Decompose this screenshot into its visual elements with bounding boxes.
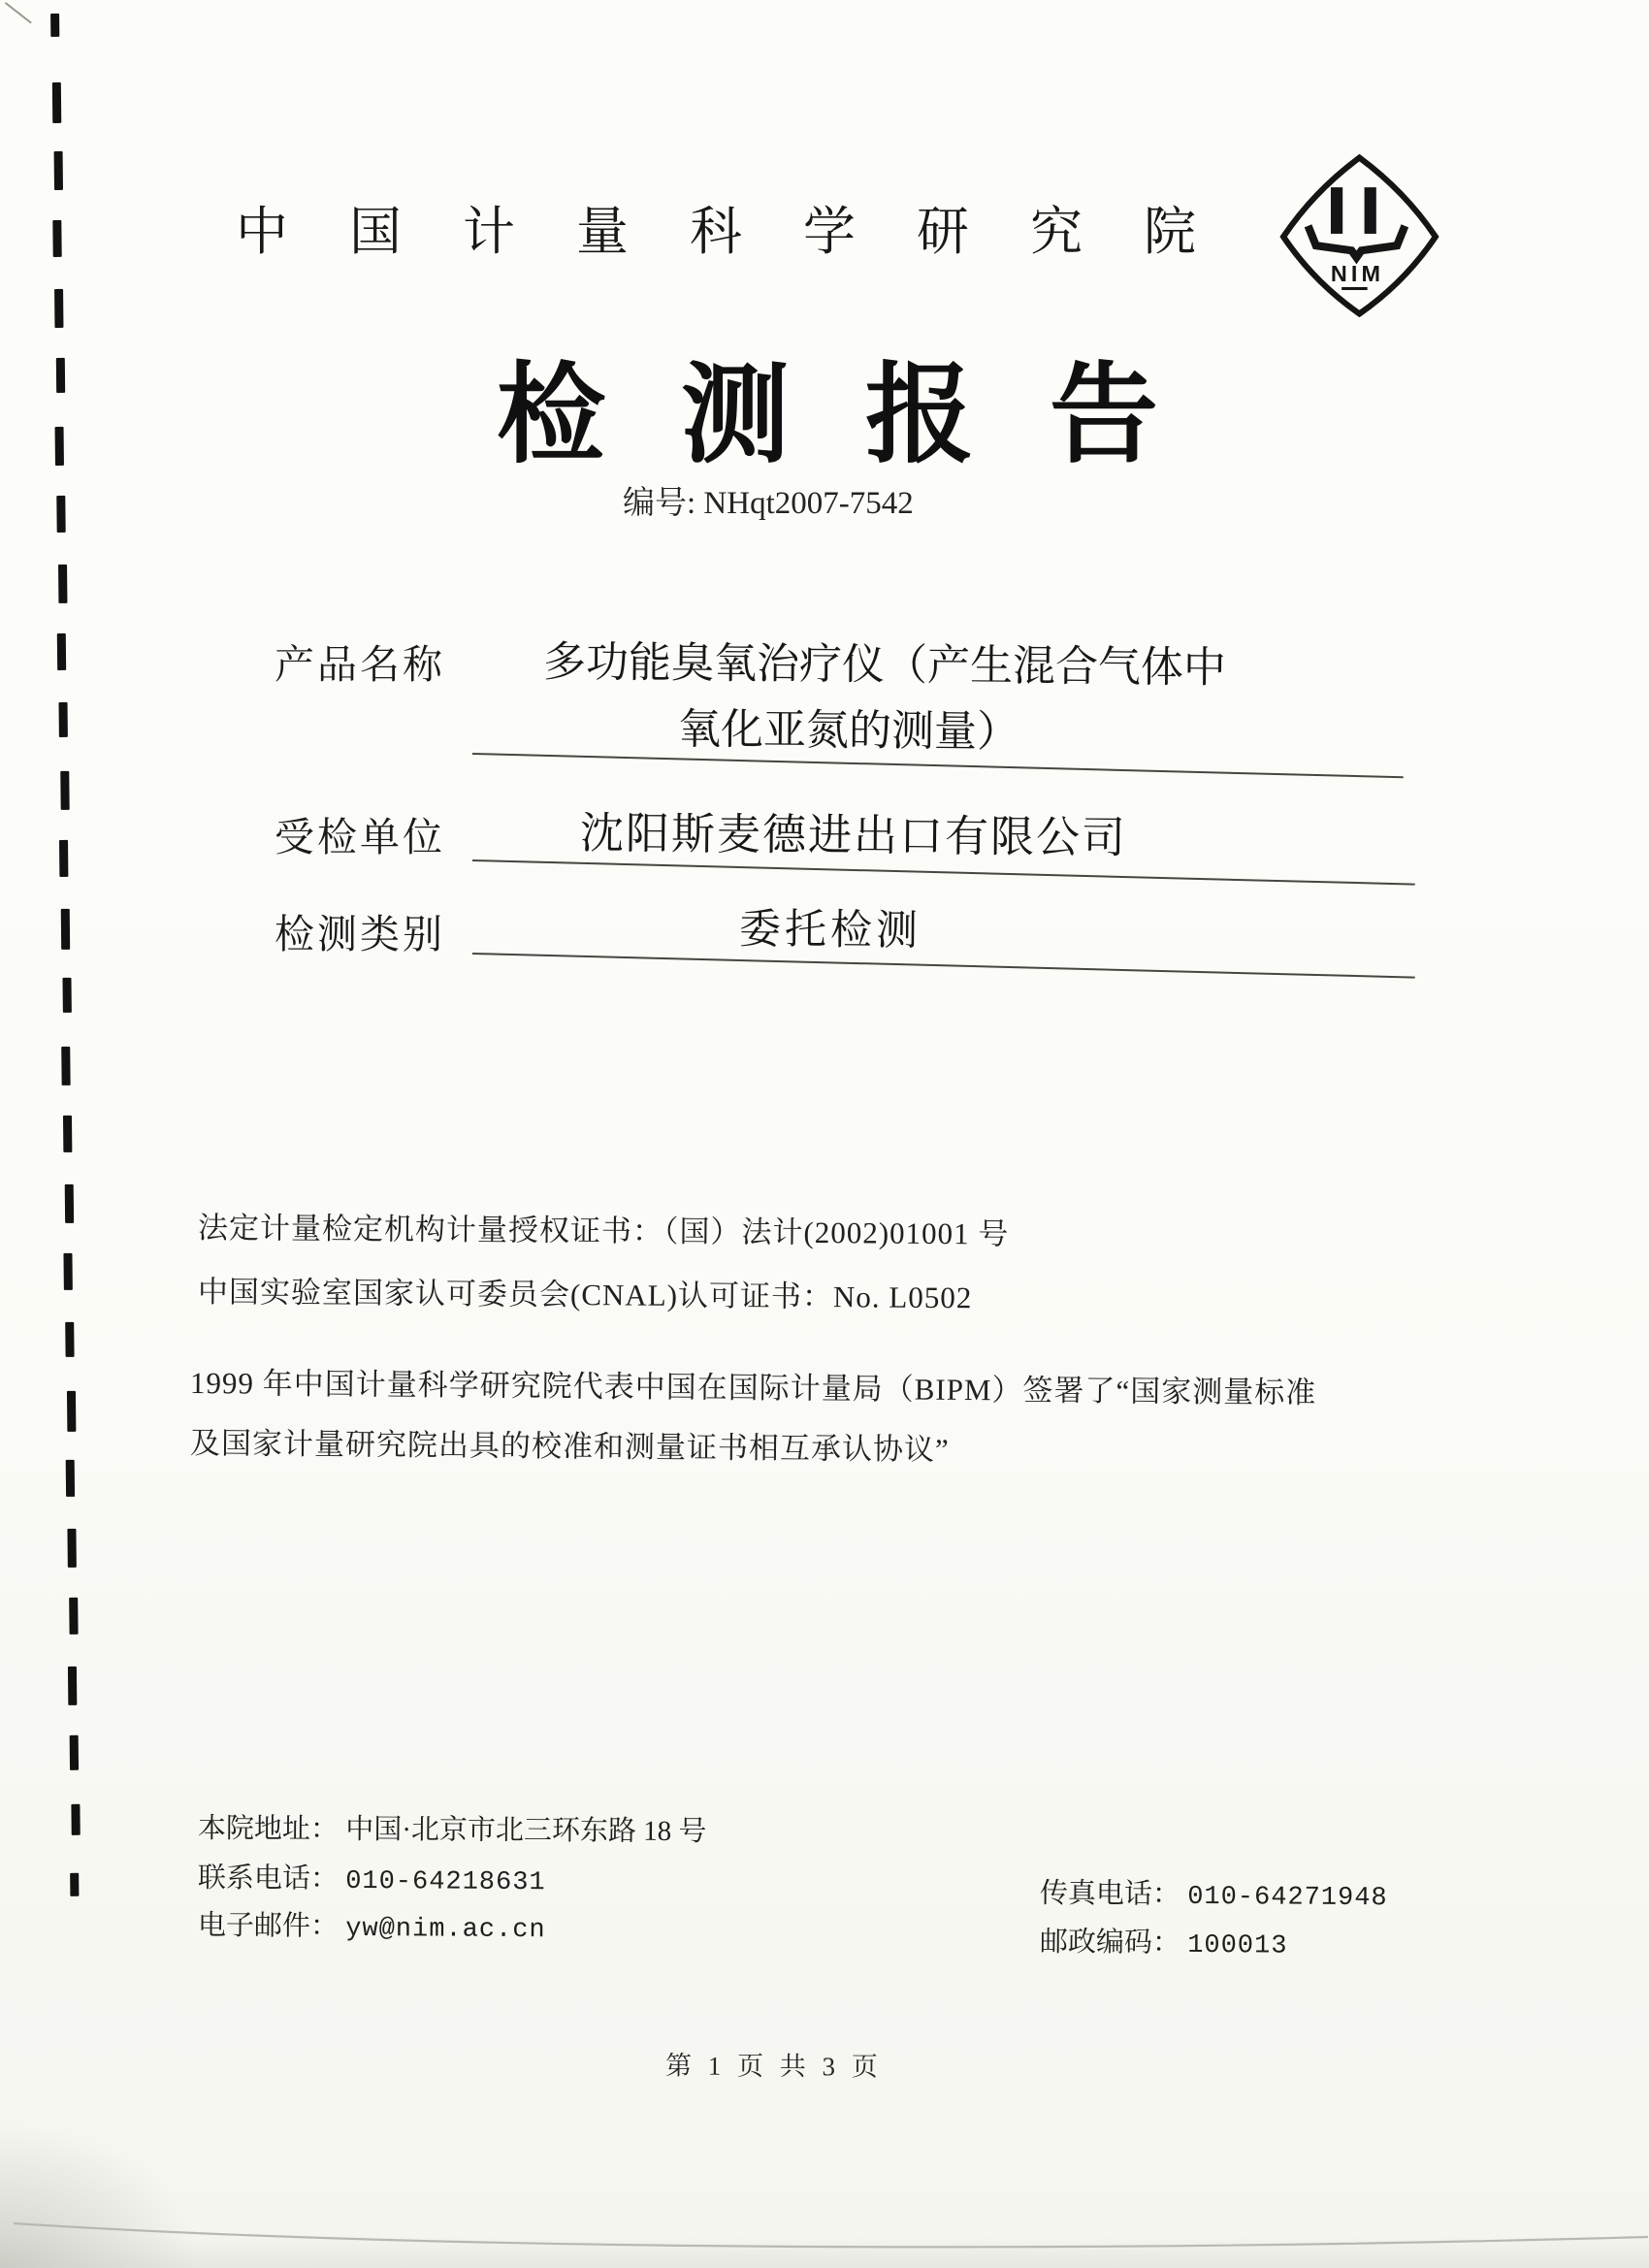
binding-dash <box>66 1460 75 1497</box>
bipm-agreement-line-1: 1999 年中国计量科学研究院代表中国在国际计量局（BIPM）签署了“国家测量标准 <box>189 1366 1317 1410</box>
phone-label: 联系电话： <box>197 1863 340 1895</box>
fax-label: 传真电话： <box>1039 1878 1181 1910</box>
binding-dash <box>70 1873 79 1896</box>
field-value-product-line2: 氧化亚氮的测量） <box>677 705 1020 757</box>
binding-dash <box>59 840 68 877</box>
phone-value: 010-64218631 <box>345 1866 546 1898</box>
binding-dash <box>54 151 63 190</box>
binding-dash <box>56 358 65 393</box>
page-number-footer: 第 1 页 共 3 页 <box>664 2051 883 2082</box>
binding-dash <box>54 289 63 328</box>
nim-logo-icon <box>1278 151 1441 320</box>
binding-dash <box>59 702 68 737</box>
binding-dash <box>63 1253 72 1290</box>
binding-dash <box>58 565 67 603</box>
binding-dash <box>71 1804 80 1835</box>
field-value-product-line1: 多功能臭氧治疗仪（产生混合气体中 <box>542 638 1227 693</box>
field-label-category: 检测类别 <box>275 912 445 956</box>
binding-dash <box>60 771 69 810</box>
address-value: 中国·北京市北三环东路 18 号 <box>345 1813 707 1848</box>
field-value-category: 委托检测 <box>738 907 922 955</box>
fax-value: 010-64271948 <box>1187 1882 1388 1914</box>
binding-dash <box>68 1667 77 1705</box>
contact-email-line <box>198 1903 546 1945</box>
binding-dash <box>67 1391 76 1432</box>
binding-dash <box>65 1184 74 1223</box>
report-number-line <box>623 477 914 523</box>
page-edge-curve <box>0 2210 1649 2268</box>
binding-dash <box>52 82 61 123</box>
contact-postcode-line <box>1040 1920 1288 1961</box>
binding-dash <box>65 1322 74 1357</box>
nim-logo-text: NIM <box>1330 260 1385 286</box>
contact-fax-line <box>1040 1871 1388 1913</box>
binding-dash <box>61 909 70 950</box>
report-number-value: NHqt2007-7542 <box>703 486 914 521</box>
org-name: 中国计量科学研究院 <box>236 203 1257 261</box>
binding-dash <box>69 1598 78 1635</box>
binding-dash <box>57 633 66 670</box>
binding-dash <box>67 1529 76 1568</box>
binding-dash <box>55 427 64 466</box>
email-value: yw@nim.ac.cn <box>345 1914 546 1946</box>
binding-dash <box>56 496 65 533</box>
binding-dash <box>63 1116 72 1152</box>
contact-phone-line <box>198 1856 546 1897</box>
postcode-label: 邮政编码： <box>1039 1927 1181 1959</box>
field-value-client: 沈阳斯麦德进出口有限公司 <box>579 809 1128 862</box>
binding-dash <box>61 1047 70 1085</box>
underline-category <box>472 953 1415 979</box>
email-label: 电子邮件： <box>197 1910 340 1942</box>
address-label: 本院地址： <box>197 1813 340 1845</box>
accreditation-line-1: 法定计量检定机构计量授权证书：（国）法计(2002)01001 号 <box>197 1211 1010 1251</box>
scan-artifact-mark <box>5 2 32 24</box>
accreditation-line-2: 中国实验室国家认可委员会(CNAL)认可证书：No. L0502 <box>197 1275 973 1315</box>
bipm-agreement-line-2: 及国家计量研究院出具的校准和测量证书相互承认协议” <box>189 1426 950 1467</box>
binding-dash <box>62 978 71 1013</box>
binding-holes-marks <box>50 6 84 1946</box>
binding-dash <box>50 14 59 37</box>
field-label-client: 受检单位 <box>275 815 445 859</box>
postcode-value: 100013 <box>1187 1930 1288 1961</box>
binding-dash <box>52 220 61 257</box>
field-label-product: 产品名称 <box>275 642 445 687</box>
binding-dash <box>70 1735 79 1770</box>
contact-address-line <box>198 1806 707 1849</box>
report-number-label: 编号: <box>623 486 696 521</box>
report-title: 检测报告 <box>497 356 1234 476</box>
